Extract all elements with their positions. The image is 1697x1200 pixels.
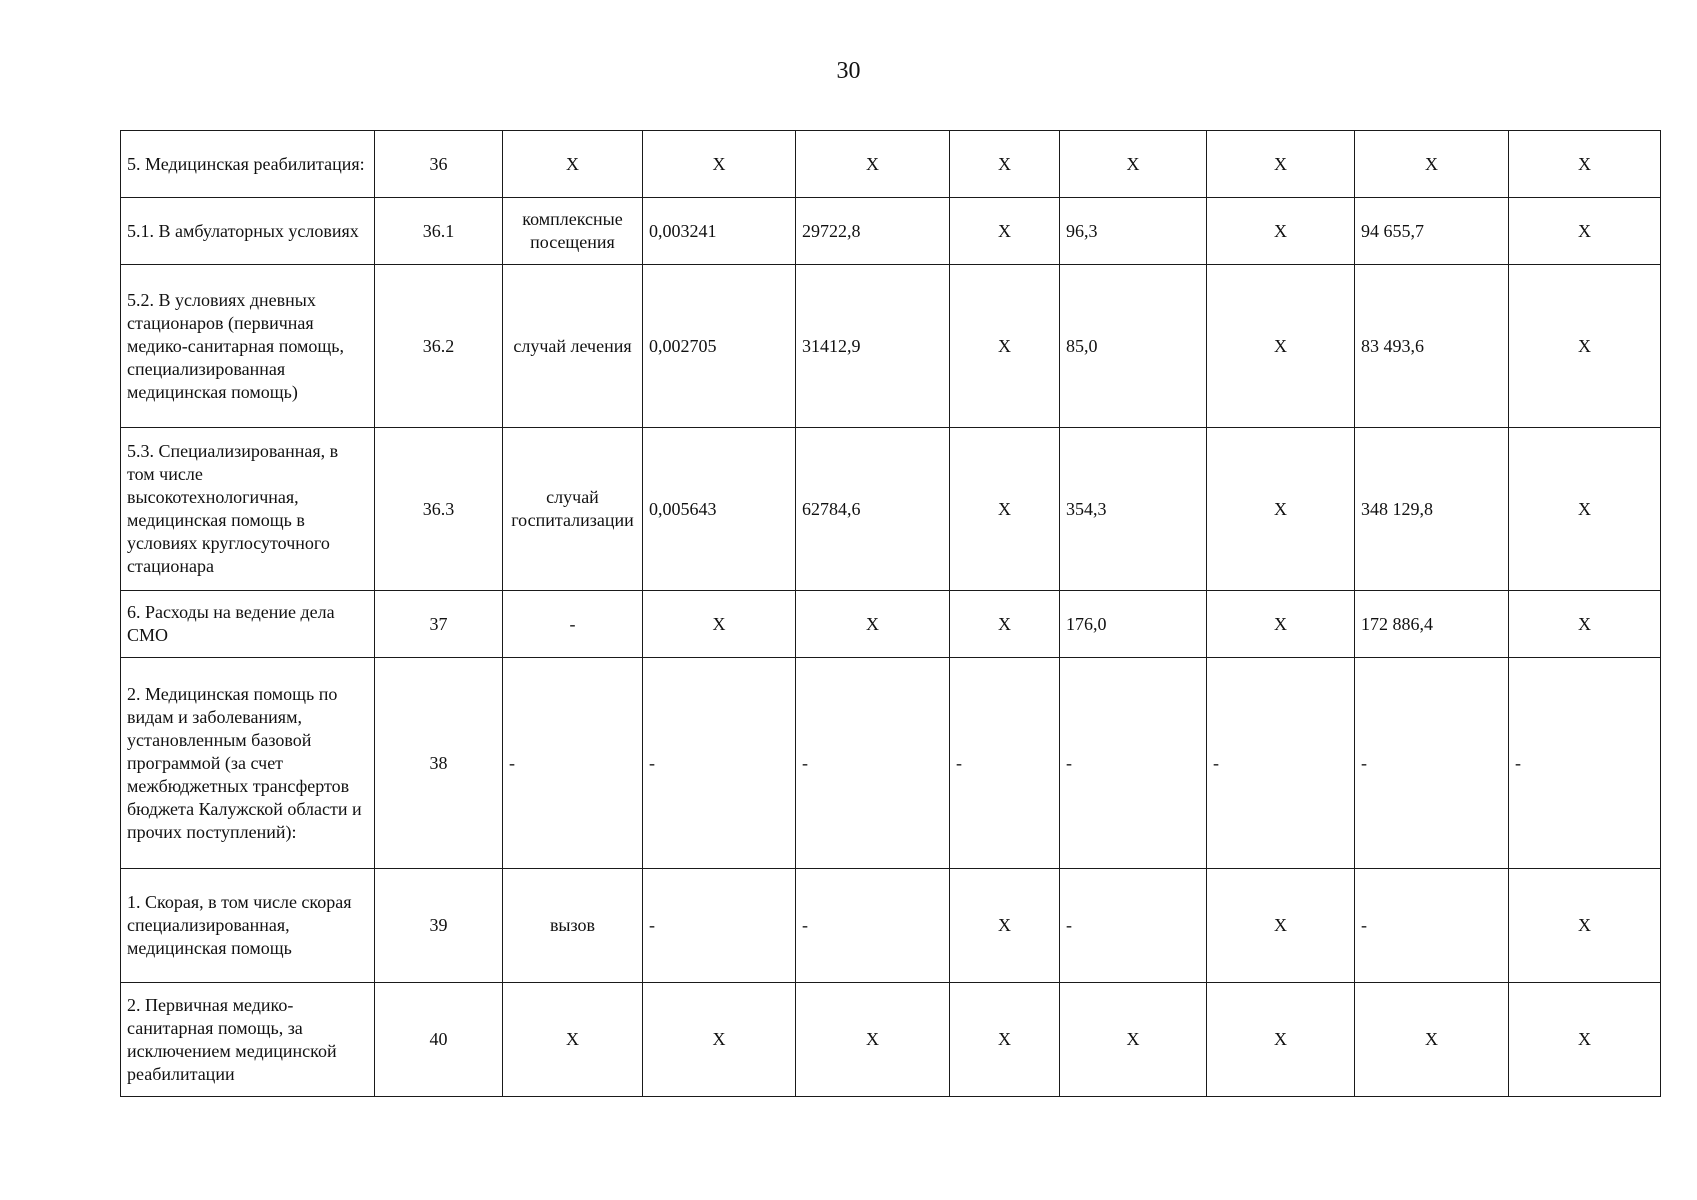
row-cell: Х [1509, 428, 1661, 591]
row-name: 5.2. В условиях дневных стационаров (первичная медико-санитарная помощь, специализированная медицинская помощь) [121, 265, 375, 428]
row-cell: Х [950, 591, 1060, 658]
table-row [121, 658, 1661, 869]
row-name: 5.1. В амбулаторных условиях [121, 198, 375, 265]
table-row [121, 131, 1661, 198]
row-cell: - [796, 869, 950, 983]
row-cell: Х [1207, 131, 1355, 198]
row-cell: 0,005643 [643, 428, 796, 591]
row-cell: - [1355, 869, 1509, 983]
row-cell: Х [950, 428, 1060, 591]
row-cell: 85,0 [1060, 265, 1207, 428]
row-cell: 0,003241 [643, 198, 796, 265]
row-cell: 172 886,4 [1355, 591, 1509, 658]
row-unit: вызов [503, 869, 643, 983]
row-cell: Х [1060, 983, 1207, 1097]
row-unit: Х [503, 983, 643, 1097]
row-cell: Х [643, 591, 796, 658]
row-cell: Х [950, 869, 1060, 983]
row-cell: Х [1509, 265, 1661, 428]
table-row [121, 869, 1661, 983]
row-number: 36 [375, 131, 503, 198]
row-cell: Х [1509, 983, 1661, 1097]
table-row [121, 591, 1661, 658]
row-number: 36.3 [375, 428, 503, 591]
row-cell: 31412,9 [796, 265, 950, 428]
row-number: 36.1 [375, 198, 503, 265]
row-name: 1. Скорая, в том числе скорая специализированная, медицинская помощь [121, 869, 375, 983]
table-row [121, 198, 1661, 265]
row-cell: 348 129,8 [1355, 428, 1509, 591]
row-cell: Х [796, 983, 950, 1097]
row-cell: - [796, 658, 950, 869]
row-cell: 94 655,7 [1355, 198, 1509, 265]
row-cell: 62784,6 [796, 428, 950, 591]
row-number: 40 [375, 983, 503, 1097]
row-cell: Х [1509, 131, 1661, 198]
row-cell: 29722,8 [796, 198, 950, 265]
row-cell: Х [1509, 198, 1661, 265]
row-cell: - [1060, 869, 1207, 983]
row-cell: Х [1509, 869, 1661, 983]
row-cell: Х [643, 131, 796, 198]
table-row [121, 428, 1661, 591]
row-cell: Х [1207, 591, 1355, 658]
table-row [121, 983, 1661, 1097]
row-cell: Х [796, 591, 950, 658]
row-name: 2. Медицинская помощь по видам и заболеваниям, установленным базовой программой (за счет межбюджетных трансфертов бюджета Калужской области и прочих поступлений): [121, 658, 375, 869]
row-cell: 176,0 [1060, 591, 1207, 658]
row-cell: 83 493,6 [1355, 265, 1509, 428]
row-cell: Х [950, 198, 1060, 265]
row-number: 36.2 [375, 265, 503, 428]
row-cell: Х [1207, 198, 1355, 265]
row-cell: Х [1355, 983, 1509, 1097]
row-cell: 96,3 [1060, 198, 1207, 265]
row-cell: Х [1207, 265, 1355, 428]
row-unit: - [503, 658, 643, 869]
row-cell: 354,3 [1060, 428, 1207, 591]
row-unit: Х [503, 131, 643, 198]
row-name: 2. Первичная медико-санитарная помощь, за исключением медицинской реабилитации [121, 983, 375, 1097]
row-cell: Х [1355, 131, 1509, 198]
row-cell: Х [950, 265, 1060, 428]
row-cell: - [1509, 658, 1661, 869]
row-unit: - [503, 591, 643, 658]
row-unit: случай госпитализации [503, 428, 643, 591]
row-unit: комплексные посещения [503, 198, 643, 265]
table-row [121, 265, 1661, 428]
row-number: 38 [375, 658, 503, 869]
row-cell: - [1355, 658, 1509, 869]
page-number: 30 [836, 58, 861, 84]
row-name: 6. Расходы на ведение дела СМО [121, 591, 375, 658]
row-cell: - [643, 869, 796, 983]
row-cell: Х [1207, 869, 1355, 983]
row-unit: случай лечения [503, 265, 643, 428]
row-number: 37 [375, 591, 503, 658]
row-name: 5. Медицинская реабилитация: [121, 131, 375, 198]
row-cell: Х [1060, 131, 1207, 198]
row-cell: - [643, 658, 796, 869]
row-cell: Х [796, 131, 950, 198]
row-cell: Х [1207, 428, 1355, 591]
row-cell: Х [950, 983, 1060, 1097]
row-cell: Х [950, 131, 1060, 198]
row-cell: - [1060, 658, 1207, 869]
row-cell: Х [1509, 591, 1661, 658]
row-name: 5.3. Специализированная, в том числе высокотехнологичная, медицинская помощь в условиях круглосуточного стационара [121, 428, 375, 591]
row-number: 39 [375, 869, 503, 983]
row-cell: Х [643, 983, 796, 1097]
row-cell: 0,002705 [643, 265, 796, 428]
row-cell: Х [1207, 983, 1355, 1097]
data-table [120, 130, 1661, 1097]
row-cell: - [950, 658, 1060, 869]
row-cell: - [1207, 658, 1355, 869]
